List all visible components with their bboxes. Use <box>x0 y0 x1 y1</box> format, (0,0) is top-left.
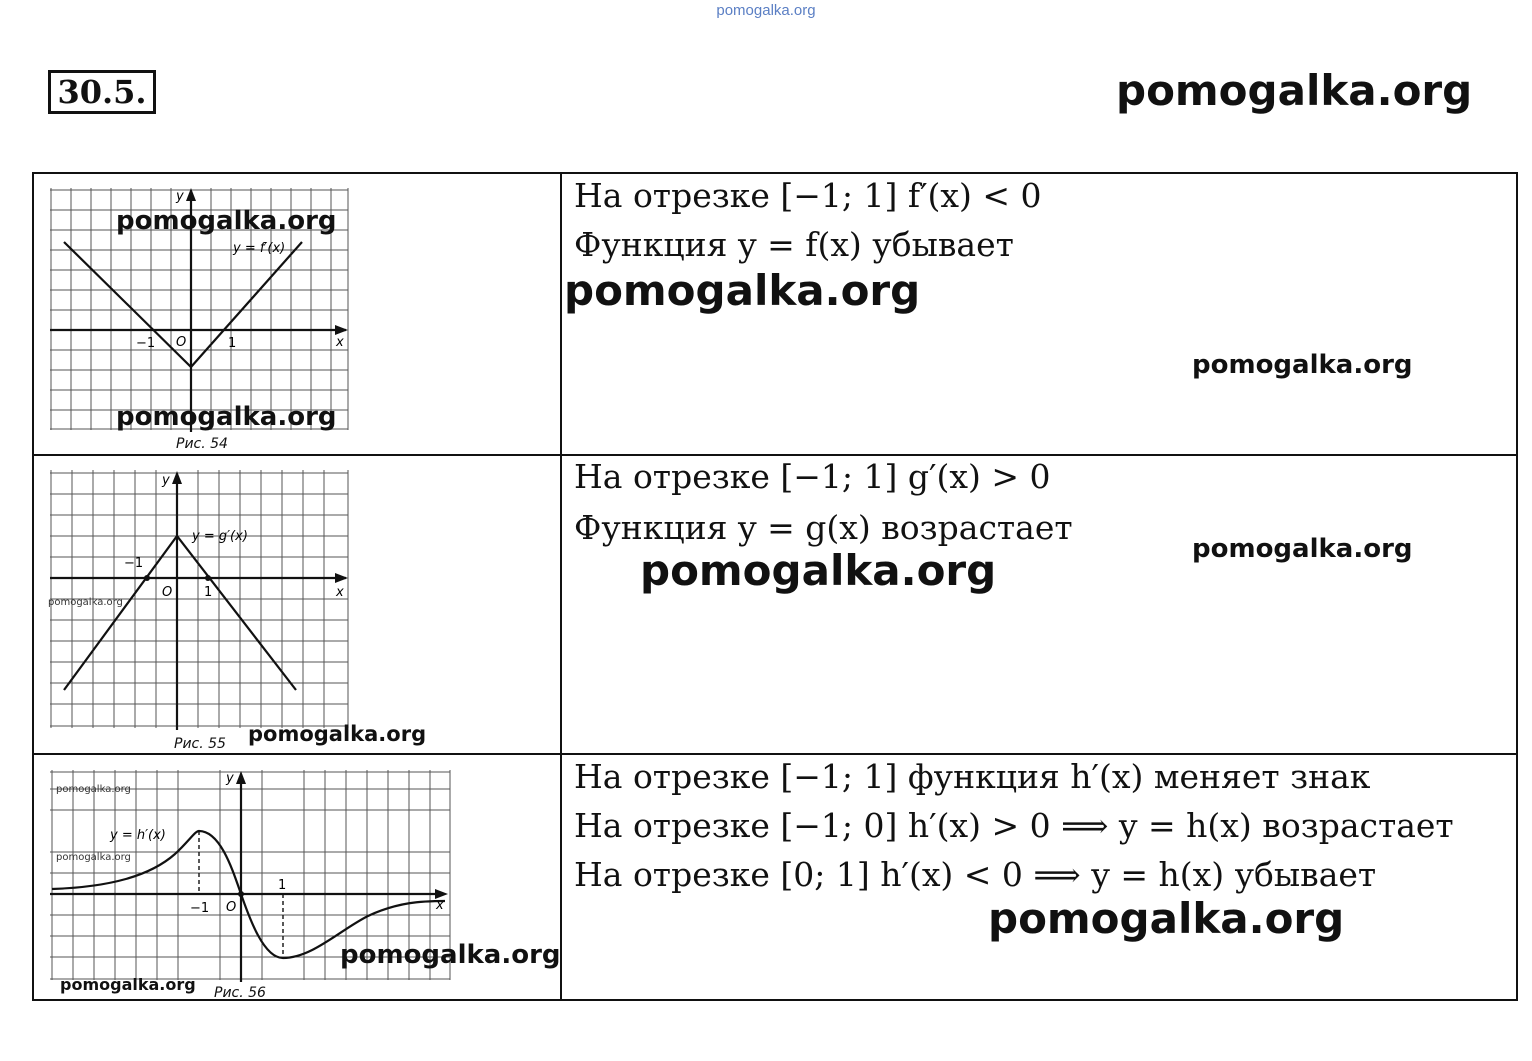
row-divider <box>34 753 1516 755</box>
origin-label: O <box>162 585 173 600</box>
watermark: pomogalka.org <box>56 852 131 863</box>
watermark: pomogalka.org <box>116 402 337 432</box>
header-watermark: pomogalka.org <box>1116 66 1473 115</box>
watermark: pomogalka.org <box>988 894 1345 943</box>
top-watermark: pomogalka.org <box>716 2 816 19</box>
curve-label: y = h′(x) <box>110 828 166 843</box>
watermark: pomogalka.org <box>564 266 921 315</box>
tick-pos-one: 1 <box>278 878 287 893</box>
axis-y-label: y <box>226 771 234 786</box>
watermark: pomogalka.org <box>1192 350 1413 380</box>
origin-label: O <box>176 335 187 350</box>
axis-y-label: y <box>162 473 170 488</box>
solution-line: На отрезке [−1; 1] g′(x) > 0 <box>574 457 1051 496</box>
watermark: pomogalka.org <box>640 546 997 595</box>
tick-pos-one: 1 <box>204 585 213 600</box>
solution-line: На отрезке [0; 1] h′(x) < 0 ⟹ y = h(x) убывает <box>574 855 1377 894</box>
curve-label: y = f′(x) <box>233 241 286 256</box>
figure-caption: Рис. 55 <box>174 736 226 752</box>
solution-line: На отрезке [−1; 0] h′(x) > 0 ⟹ y = h(x) возрастает <box>574 806 1454 845</box>
origin-label: O <box>226 900 237 915</box>
curve-label: y = g′(x) <box>192 529 248 544</box>
axis-x-label: x <box>336 585 344 600</box>
row-divider <box>34 454 1516 456</box>
watermark: pomogalka.org <box>56 784 131 795</box>
figure-caption: Рис. 54 <box>176 436 228 452</box>
watermark: pomogalka.org <box>248 722 427 746</box>
tick-pos-one: 1 <box>228 336 237 351</box>
watermark: pomogalka.org <box>340 940 561 970</box>
problem-number: 30.5. <box>48 70 156 114</box>
tick-neg-one: −1 <box>190 901 210 916</box>
tick-neg-one: −1 <box>124 556 144 571</box>
axis-x-label: x <box>436 898 444 913</box>
axis-x-label: x <box>336 335 344 350</box>
watermark: pomogalka.org <box>60 975 196 994</box>
figure-caption: Рис. 56 <box>214 985 266 1001</box>
watermark: pomogalka.org <box>116 206 337 236</box>
watermark: pomogalka.org <box>48 597 123 608</box>
watermark: pomogalka.org <box>1192 534 1413 564</box>
solution-line: На отрезке [−1; 1] функция h′(x) меняет знак <box>574 757 1371 796</box>
axis-y-label: y <box>176 189 184 204</box>
solution-line: Функция y = g(x) возрастает <box>574 508 1073 547</box>
solution-line: На отрезке [−1; 1] f′(x) < 0 <box>574 176 1042 215</box>
solution-line: Функция y = f(x) убывает <box>574 225 1014 264</box>
column-divider <box>560 174 562 999</box>
tick-neg-one: −1 <box>136 336 156 351</box>
